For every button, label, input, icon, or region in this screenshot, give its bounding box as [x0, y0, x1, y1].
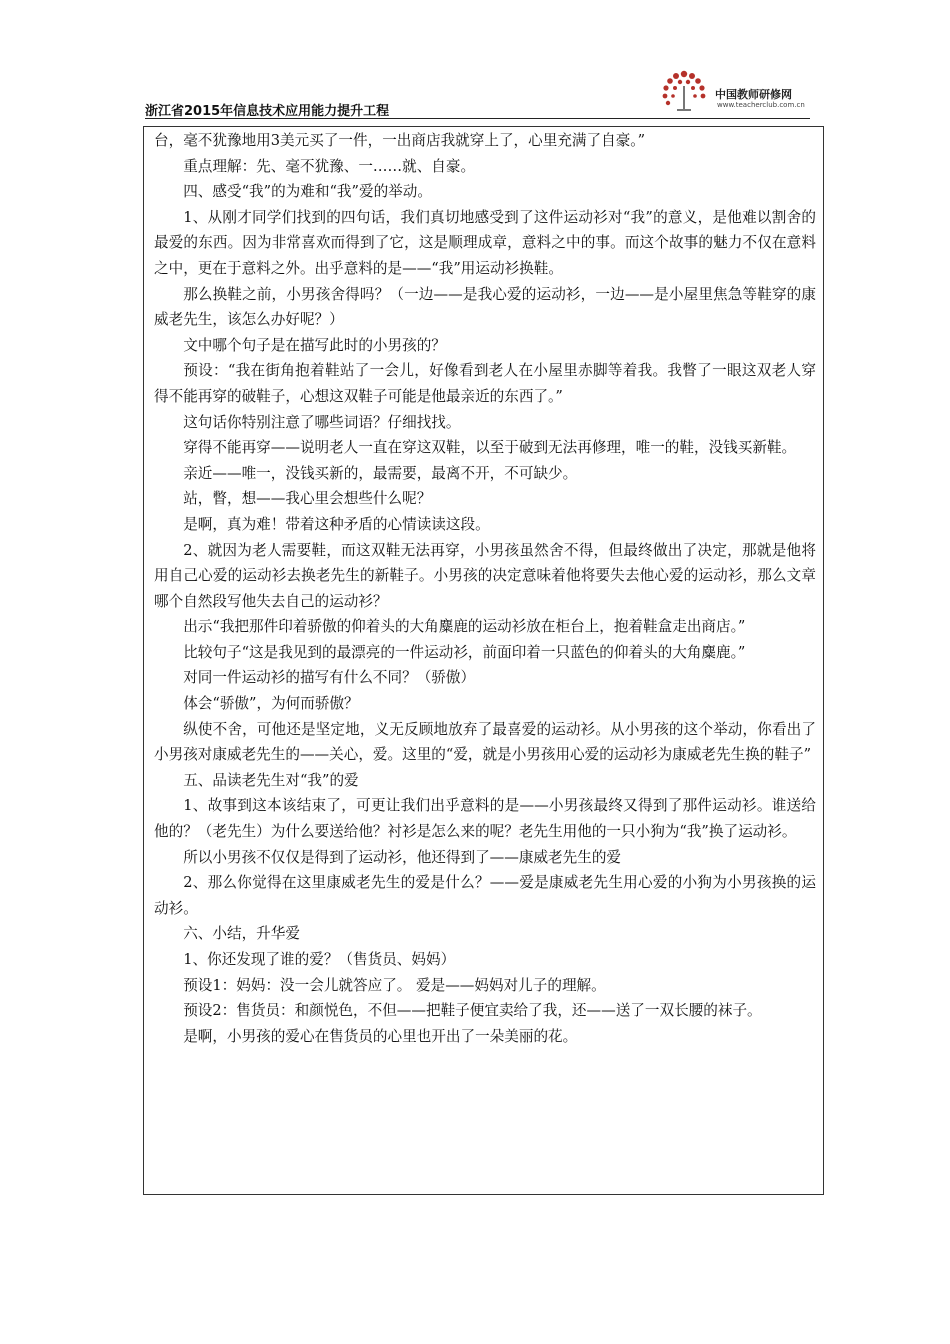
- paragraph: 2、就因为老人需要鞋，而这双鞋无法再穿，小男孩虽然舍不得，但最终做出了决定，那就是他将用自己心爱的运动衫去换老先生的新鞋子。小男孩的决定意味着他将要失去他心爱的运动衫，那么文章哪个自然段写他失去自己的运动衫？: [154, 541, 816, 610]
- paragraph: 出示“我把那件印着骄傲的仰着头的大角麋鹿的运动衫放在柜台上，抱着鞋盒走出商店。”: [183, 618, 746, 636]
- paragraph: 站，瞥，想——我心里会想些什么呢？: [183, 490, 432, 508]
- section-heading: 六、小结，升华爱: [183, 925, 300, 943]
- paragraph: 预设：“我在街角抱着鞋站了一会儿，好像看到老人在小屋里赤脚等着我。我瞥了一眼这双老人穿得不能再穿的破鞋子，心想这双鞋子可能是他最亲近的东西了。”: [154, 362, 816, 405]
- section-heading: 五、品读老先生对“我”的爱: [183, 771, 359, 789]
- flower-logo-icon: [655, 68, 713, 114]
- paragraph: 对同一件运动衫的描写有什么不同？（骄傲）: [183, 669, 476, 687]
- paragraph: 1、从刚才同学们找到的四句话，我们真切地感受到了这件运动衫对“我”的意义，是他难以割舍的最爱的东西。因为非常喜欢而得到了它，这是顺理成章，意料之中的事。而这个故事的魅力不仅在意料之中，更在于意料之外。出乎意料的是——“我”用运动衫换鞋。: [154, 208, 816, 277]
- logo-url: www.teacherclub.com.cn: [717, 101, 805, 109]
- paragraph: 所以小男孩不仅仅是得到了运动衫，他还得到了——康威老先生的爱: [183, 848, 622, 866]
- paragraph: 是啊，小男孩的爱心在售货员的心里也开出了一朵美丽的花。: [183, 1027, 578, 1045]
- paragraph: 预设2：售货员：和颜悦色，不但——把鞋子便宜卖给了我，还——送了一双长腰的袜子。: [183, 1002, 762, 1020]
- paragraph: 文中哪个句子是在描写此时的小男孩的？: [183, 336, 446, 354]
- paragraph: 1、故事到这本该结束了，可更让我们出乎意料的是——小男孩最终又得到了那件运动衫。谁送给他的？（老先生）为什么要送给他？衬衫是怎么来的呢？老先生用他的一只小狗为“我”换了运动衫。: [154, 797, 816, 841]
- page-header: [145, 60, 810, 118]
- section-heading: 四、感受“我”的为难和“我”爱的举动。: [183, 183, 432, 201]
- paragraph: 体会“骄傲”，为何而骄傲？: [183, 695, 359, 713]
- paragraph: 1、你还发现了谁的爱？（售货员、妈妈）: [183, 951, 456, 968]
- teacherclub-logo: [655, 66, 815, 116]
- paragraph: 那么换鞋之前，小男孩舍得吗？（一边——是我心爱的运动衫，一边——是小屋里焦急等鞋穿的康威老先生，该怎么办好呢？）: [154, 285, 816, 329]
- paragraph: 亲近——唯一，没钱买新的，最需要，最离不开，不可缺少。: [183, 464, 578, 482]
- paragraph: 2、那么你觉得在这里康威老先生的爱是什么？——爱是康威老先生用心爱的小狗为小男孩换的运动衫。: [154, 874, 816, 917]
- paragraph: 这句话你特别注意了哪些词语？仔细找找。: [183, 413, 461, 431]
- header-title: 浙江省2015年信息技术应用能力提升工程: [145, 104, 390, 119]
- paragraph: 穿得不能再穿——说明老人一直在穿这双鞋，以至于破到无法再修理，唯一的鞋，没钱买新鞋。: [183, 439, 797, 457]
- paragraph: 纵使不舍，可他还是坚定地，义无反顾地放弃了最喜爱的运动衫。从小男孩的这个举动，你看出了小男孩对康威老先生的——关心，爱。这里的“爱，就是小男孩用心爱的运动衫为康威老先生换的鞋子”: [154, 720, 816, 764]
- paragraph: 台，毫不犹豫地用3美元买了一件，一出商店我就穿上了，心里充满了自豪。”: [154, 132, 646, 149]
- lesson-text: [154, 128, 816, 1049]
- paragraph: 是啊，真为难！带着这种矛盾的心情读读这段。: [183, 515, 490, 533]
- paragraph: 比较句子“这是我见到的最漂亮的一件运动衫，前面印着一只蓝色的仰着头的大角麋鹿。”: [183, 643, 746, 661]
- paragraph: 重点理解：先、毫不犹豫、一……就、自豪。: [183, 157, 476, 175]
- logo-text: 中国教师研修网: [715, 88, 792, 101]
- header-divider: [145, 118, 810, 119]
- paragraph: 预设1：妈妈：没一会儿就答应了。 爱是——妈妈对儿子的理解。: [183, 976, 606, 994]
